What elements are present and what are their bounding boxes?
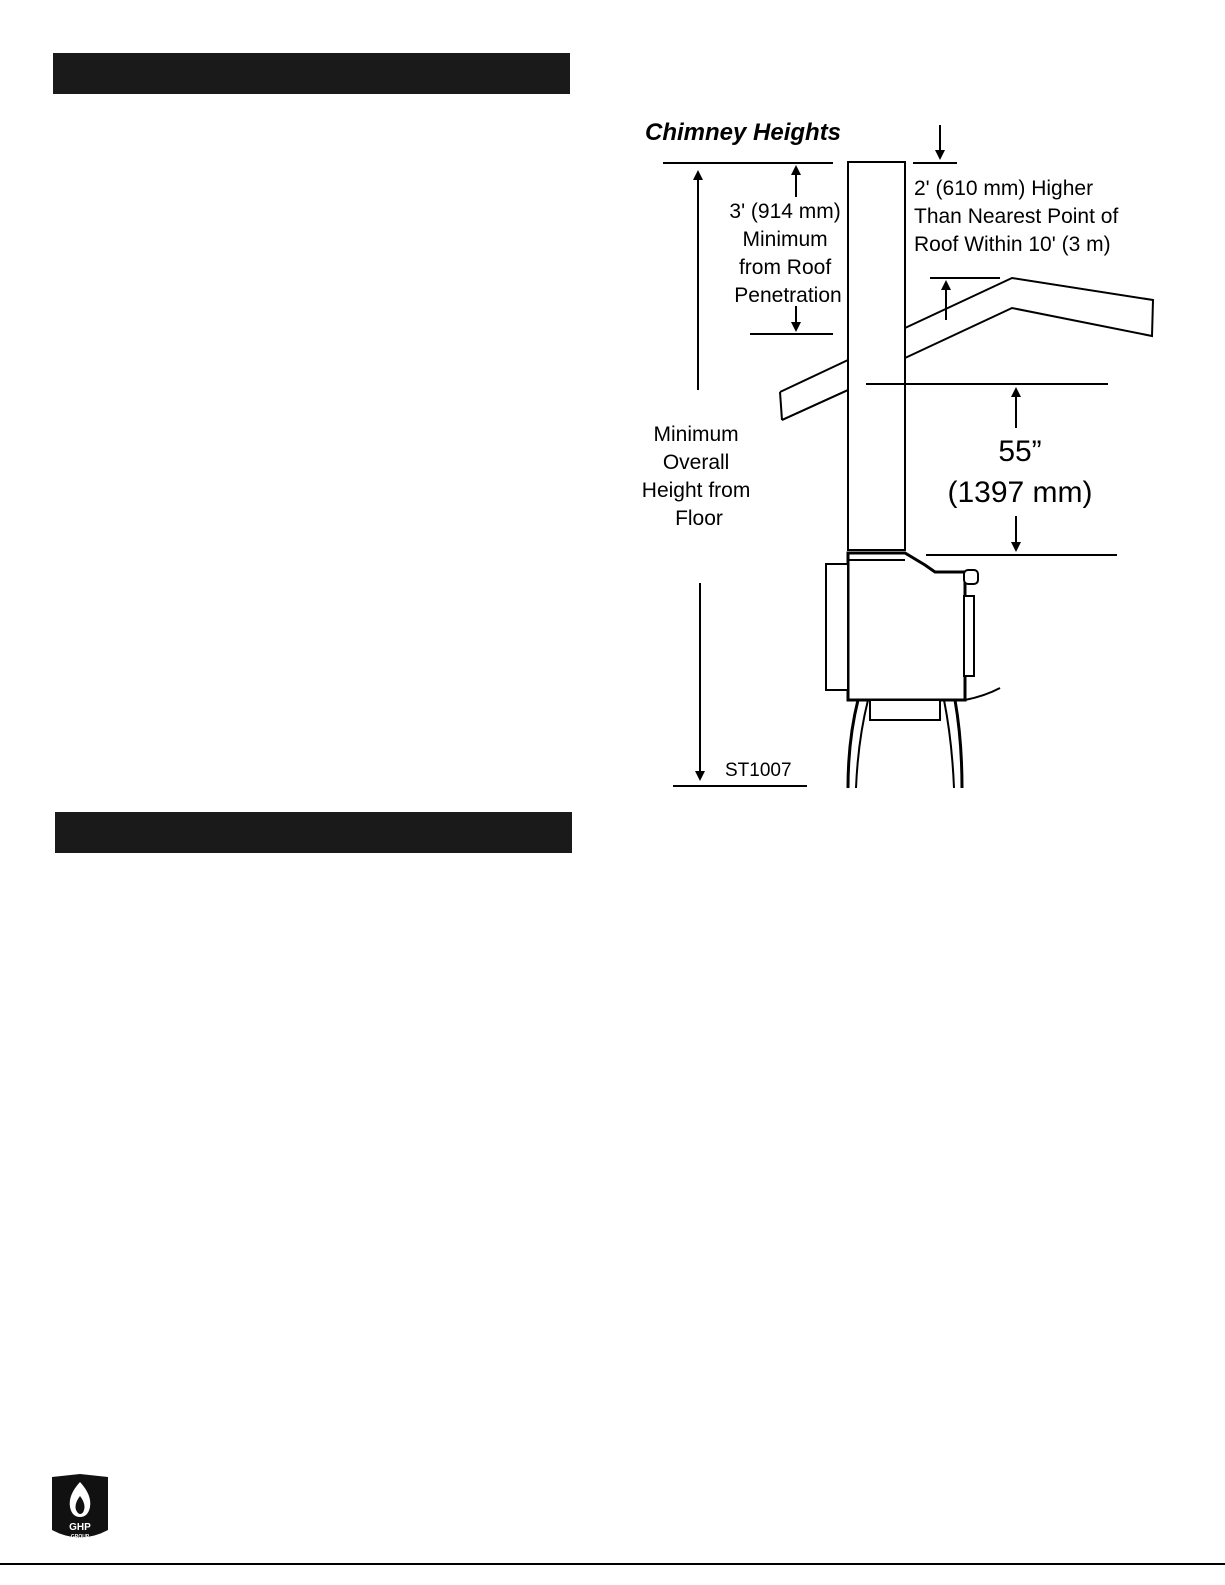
figure-code: ST1007 [725,760,792,781]
overall-height-label: Minimum Overall Height from Floor [641,423,751,530]
bottom-rule [0,1563,1225,1565]
roof-edge [780,392,782,420]
stove [826,553,1000,788]
dimension-value: 55” [998,435,1042,468]
diagram-title: Chimney Heights [645,119,842,146]
higher-than-label: 2' (610 mm) Higher Than Nearest Point of Roof Within 10' (3 m) [914,177,1119,256]
logo-text: GHP [69,1522,91,1533]
logo-subtext: GROUP [70,1534,90,1540]
ghp-group-logo [52,1474,108,1540]
roof-penetration-label: 3' (914 mm) Minimum from Roof Penetration [729,200,842,307]
chimney-pipe [848,162,905,550]
dimension-metric: (1397 mm) [947,476,1093,509]
roof-underside [782,390,848,420]
